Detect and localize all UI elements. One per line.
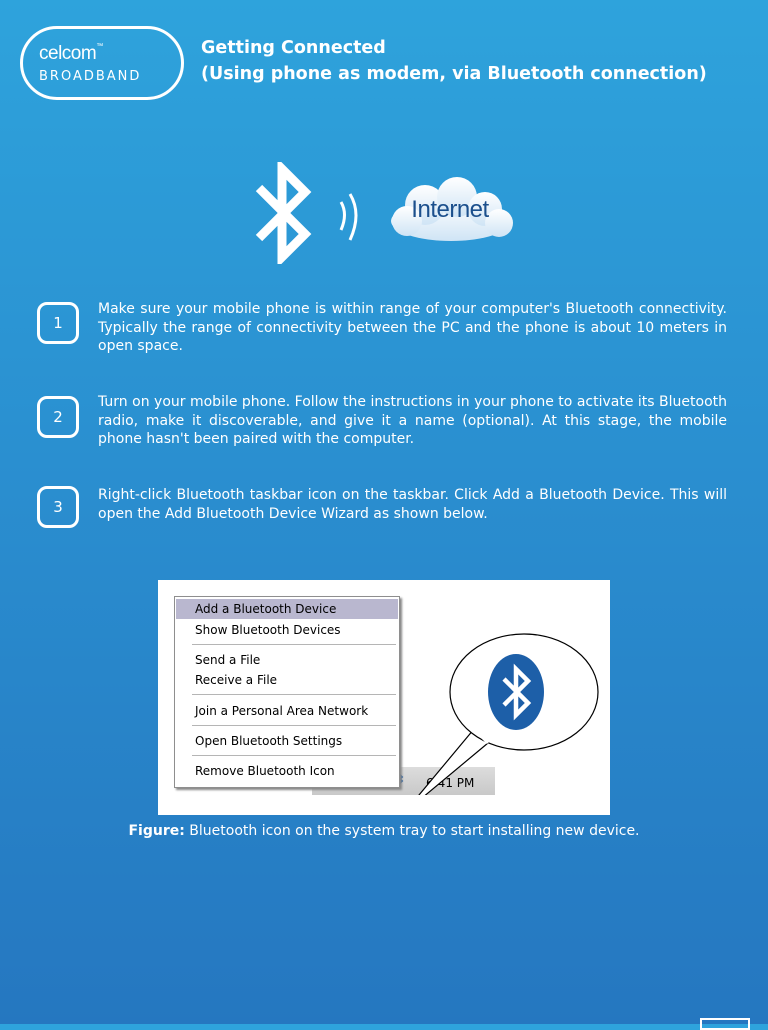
- tray-clock: 6:41 PM: [426, 776, 475, 790]
- step-3-text: Right-click Bluetooth taskbar icon on the taskbar. Click Add a Bluetooth Device. This will open the Add Bluetooth Device Wizard as shown below.: [98, 487, 727, 522]
- step-3-badge: 3: [37, 486, 79, 528]
- menu-separator: [192, 644, 396, 645]
- bluetooth-context-menu: [174, 596, 400, 788]
- signal-waves-icon: [336, 190, 366, 244]
- menu-separator: [192, 694, 396, 695]
- callout-bubble: [418, 625, 604, 795]
- menu-item-remove-icon[interactable]: Remove Bluetooth Icon: [195, 764, 335, 778]
- figure-caption: [0, 823, 768, 839]
- menu-item-send-file[interactable]: Send a File: [195, 653, 261, 667]
- caption-label: Figure:: [128, 823, 185, 839]
- menu-separator: [192, 725, 396, 726]
- logo-product: BROADBAND: [39, 69, 142, 84]
- page-title: Getting Connected: [201, 38, 386, 58]
- page-subtitle: (Using phone as modem, via Bluetooth connection): [201, 64, 707, 84]
- menu-item-receive-file[interactable]: Receive a File: [195, 673, 278, 687]
- menu-separator: [192, 755, 396, 756]
- menu-item-join-pan[interactable]: Join a Personal Area Network: [195, 704, 369, 718]
- internet-label: Internet: [411, 196, 489, 223]
- menu-item-open-settings[interactable]: Open Bluetooth Settings: [195, 734, 343, 748]
- step-1-badge: 1: [37, 302, 79, 344]
- caption-text: Bluetooth icon on the system tray to start installing new device.: [184, 823, 640, 839]
- step-2-badge: 2: [37, 396, 79, 438]
- menu-item-add-device[interactable]: Add a Bluetooth Device: [176, 599, 398, 619]
- celcom-broadband-logo: [20, 26, 184, 100]
- menu-item-show-devices[interactable]: Show Bluetooth Devices: [195, 623, 341, 637]
- bluetooth-icon: [255, 162, 313, 264]
- page-corner-box: [700, 1018, 750, 1030]
- logo-brand: celcom™: [39, 43, 103, 64]
- step-2-text: Turn on your mobile phone. Follow the instructions in your phone to activate its Bluetooth radio, make it discoverable, and give it a name (optional). At this stage, the mobile phone hasn't been paired with the computer.: [98, 394, 727, 447]
- figure-screenshot: [158, 580, 610, 815]
- step-1-text: Make sure your mobile phone is within range of your computer's Bluetooth connectivity. Typically the range of connectivity between the PC and the phone is about 10 meters in open space.: [98, 301, 727, 354]
